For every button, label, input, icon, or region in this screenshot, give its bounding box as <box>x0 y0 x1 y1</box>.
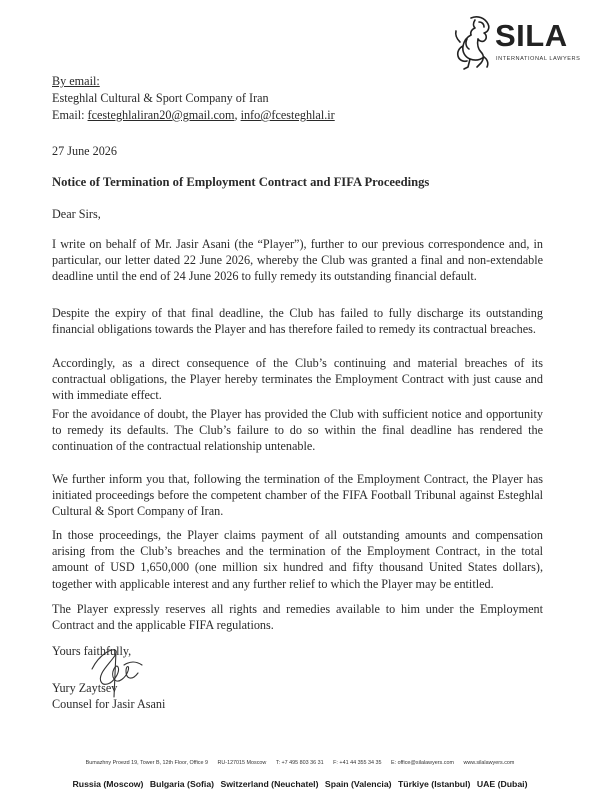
footer-email-link[interactable]: E: office@silalawyers.com <box>391 760 454 766</box>
office-uae: UAE (Dubai) <box>476 779 528 789</box>
footer-postcode: RU-127015 Moscow <box>217 760 267 766</box>
signer-title: Counsel for Jasir Asani <box>52 697 166 711</box>
office-spain: Spain (Valencia) <box>324 779 392 789</box>
body-paragraph-2: Despite the expiry of that final deadline, the Club has failed to fully discharge its outstanding financial obligations towards the Player and has therefore failed to remedy its contractual breaches. <box>52 306 543 337</box>
footer-fax: F: +41 44 355 34 35 <box>333 760 382 766</box>
signer-name: Yury Zaytsev <box>52 681 118 695</box>
closing: Yours faithfully, <box>52 644 132 658</box>
office-bulgaria: Bulgaria (Sofia) <box>149 779 215 789</box>
email-separator: , <box>234 108 241 122</box>
footer-offices <box>0 779 600 789</box>
body-paragraph-4: For the avoidance of doubt, the Player has provided the Club with sufficient notice and opportunity to remedy its defaults. The Club’s failure to do so within the final deadline has rendered the continuation of the contractual relationship untenable. <box>52 407 543 454</box>
subject-heading: Notice of Termination of Employment Contract and FIFA Proceedings <box>52 175 430 189</box>
firm-logo <box>451 12 591 72</box>
office-turkiye: Türkiye (Istanbul) <box>397 779 471 789</box>
recipient-name: Esteghlal Cultural & Sport Company of Iran <box>52 91 269 105</box>
lion-icon <box>451 12 495 72</box>
body-paragraph-5: We further inform you that, following the termination of the Employment Contract, the Player has initiated proceedings before the competent chamber of the FIFA Football Tribunal against Esteghlal Cultural & Sport Company of Iran. <box>52 472 543 519</box>
email-link-2[interactable]: info@fcesteghlal.ir <box>240 108 335 122</box>
footer-contact-line <box>0 760 600 766</box>
email-label: Email: <box>52 108 85 122</box>
email-link-1[interactable]: fcesteghlaliran20@gmail.com <box>87 108 235 122</box>
brand-name: SILA <box>495 18 568 53</box>
footer-website-link[interactable]: www.silalawyers.com <box>463 760 515 766</box>
footer-address: Bumazhny Proezd 19, Tower B, 12th Floor, Office 9 <box>85 760 208 766</box>
by-email-label: By email: <box>52 74 100 88</box>
office-russia: Russia (Moscow) <box>72 779 144 789</box>
recipient-email-line <box>52 107 335 123</box>
brand-tagline: INTERNATIONAL LAWYERS <box>496 56 581 62</box>
body-paragraph-6: In those proceedings, the Player claims payment of all outstanding amounts and compensation arising from the Club’s breaches and the termination of the Employment Contract, in the total amount of USD 1,650,000 (one million six hundred and fifty thousand United States dollars), together with applicable interest and any further relief to which the Player may be entitled. <box>52 528 543 591</box>
letter-date: 27 June 2026 <box>52 144 117 158</box>
salutation: Dear Sirs, <box>52 207 101 221</box>
footer-phone: T: +7 495 803 36 31 <box>275 760 324 766</box>
office-switzerland: Switzerland (Neuchatel) <box>220 779 319 789</box>
body-paragraph-7: The Player expressly reserves all rights and remedies available to him under the Employment Contract and the applicable FIFA regulations. <box>52 602 543 633</box>
body-paragraph-1: I write on behalf of Mr. Jasir Asani (the “Player”), further to our previous correspondence and, in particular, our letter dated 22 June 2026, whereby the Club was granted a final and non-extendable deadline until the end of 24 June 2026 to fully remedy its outstanding financial default. <box>52 237 543 284</box>
body-paragraph-3: Accordingly, as a direct consequence of the Club’s continuing and material breaches of its contractual obligations, the Player hereby terminates the Employment Contract with just cause and with immediate effect. <box>52 356 543 403</box>
